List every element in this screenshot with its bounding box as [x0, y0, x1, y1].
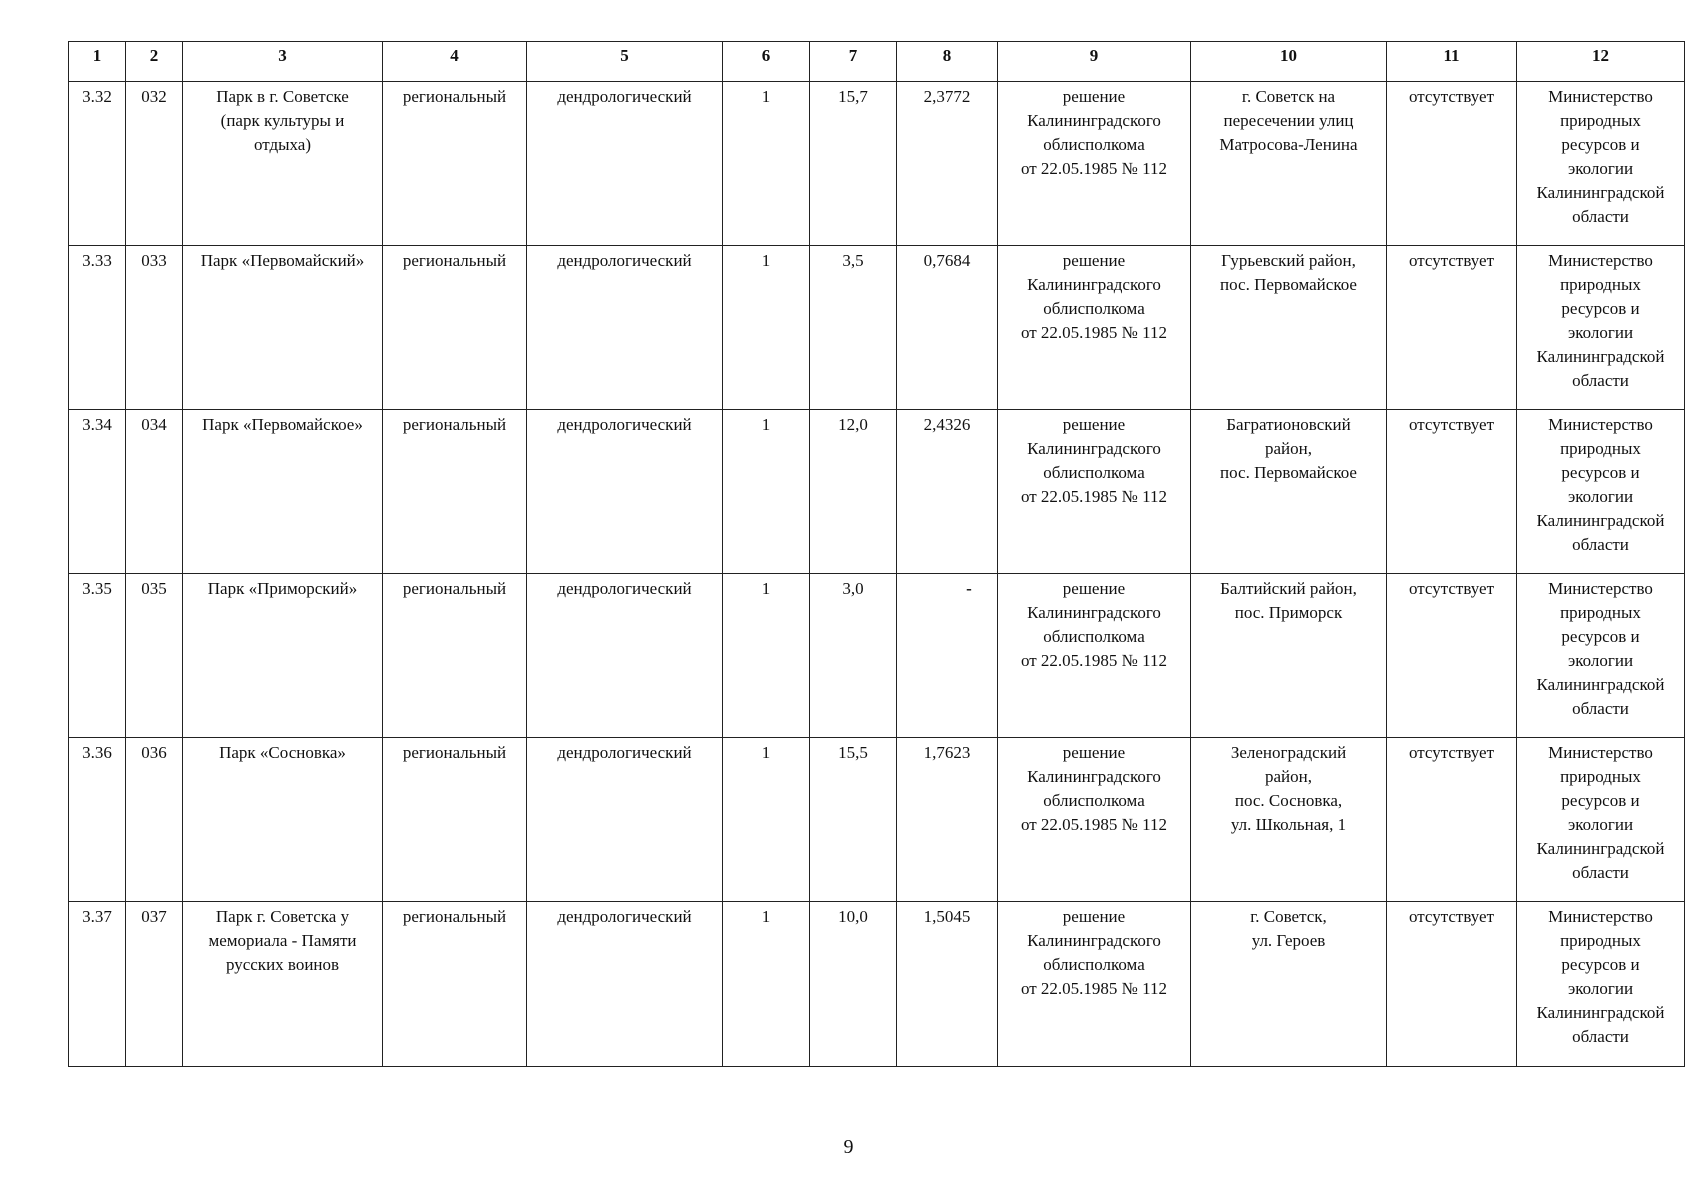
cell-document-line: облисполкома [1043, 299, 1145, 318]
cell-protection-zone: отсутствует [1387, 738, 1517, 902]
cell-authority-line: Калининградской [1536, 839, 1665, 858]
column-header-11: 11 [1387, 42, 1517, 82]
column-header-6: 6 [723, 42, 810, 82]
table-row [69, 410, 1685, 574]
cell-authority-line: области [1572, 535, 1629, 554]
cell-name-line: Парк «Первомайское» [202, 415, 363, 434]
cell-authority-line: экологии [1567, 651, 1634, 670]
cell-name [183, 574, 383, 738]
cell-cluster: 1 [723, 738, 810, 902]
cell-authority-line: экологии [1567, 159, 1634, 178]
cell-area-protected: 0,7684 [897, 246, 998, 410]
column-header-3: 3 [183, 42, 383, 82]
cell-document-line: Калининградского [1027, 767, 1161, 786]
cell-number: 3.37 [69, 902, 126, 1067]
cell-name-line: (парк культуры и [220, 111, 345, 130]
cell-name [183, 902, 383, 1067]
column-header-8: 8 [897, 42, 998, 82]
cell-name-line: мемориала - Памяти [208, 931, 357, 950]
cell-profile: дендрологический [527, 246, 723, 410]
cell-location-line: Зеленоградский [1230, 743, 1347, 762]
cell-location-line: район, [1265, 767, 1312, 786]
cell-authority-line: природных [1560, 439, 1641, 458]
cell-significance: региональный [383, 410, 527, 574]
cell-document-line: от 22.05.1985 № 112 [1020, 323, 1168, 342]
cell-location-line: г. Советск, [1250, 907, 1327, 926]
table-row [69, 82, 1685, 246]
cell-authority-line: области [1572, 863, 1629, 882]
cell-location-line: пересечении улиц [1223, 111, 1354, 130]
column-header-12: 12 [1517, 42, 1685, 82]
cell-cluster: 1 [723, 82, 810, 246]
cell-document-line: решение [1062, 251, 1126, 270]
cell-code: 037 [126, 902, 183, 1067]
cell-authority-line: природных [1560, 767, 1641, 786]
cell-authority-line: экологии [1567, 979, 1634, 998]
cell-authority-line: Калининградской [1536, 347, 1665, 366]
cell-authority-line: природных [1560, 603, 1641, 622]
cell-location-line: г. Советск на [1241, 87, 1336, 106]
cell-location-line: район, [1265, 439, 1312, 458]
cell-document-line: Калининградского [1027, 439, 1161, 458]
cell-location-line: Багратионовский [1226, 415, 1351, 434]
cell-document-line: решение [1062, 87, 1126, 106]
cell-location-line: ул. Школьная, 1 [1230, 815, 1347, 834]
cell-profile: дендрологический [527, 574, 723, 738]
cell-protection-zone: отсутствует [1387, 246, 1517, 410]
cell-code: 033 [126, 246, 183, 410]
table-body [69, 82, 1685, 1067]
cell-name-line: Парк г. Советска у [215, 907, 350, 926]
cell-number: 3.35 [69, 574, 126, 738]
cell-authority-line: Министерство [1548, 251, 1653, 270]
cell-location [1191, 82, 1387, 246]
cell-authority-line: ресурсов и [1561, 955, 1640, 974]
cell-cluster: 1 [723, 410, 810, 574]
cell-authority-line: природных [1560, 275, 1641, 294]
cell-profile: дендрологический [527, 738, 723, 902]
cell-authority-line: Калининградской [1536, 1003, 1665, 1022]
cell-number: 3.36 [69, 738, 126, 902]
cell-location-line: пос. Приморск [1234, 603, 1343, 622]
cell-area-protected: 1,5045 [897, 902, 998, 1067]
cell-document-line: облисполкома [1043, 791, 1145, 810]
column-header-2: 2 [126, 42, 183, 82]
cell-area-protected: 1,7623 [897, 738, 998, 902]
cell-location [1191, 574, 1387, 738]
column-header-9: 9 [998, 42, 1191, 82]
cell-authority-line: Министерство [1548, 579, 1653, 598]
cell-name-line: Парк «Приморский» [207, 579, 358, 598]
cell-document-line: от 22.05.1985 № 112 [1020, 159, 1168, 178]
cell-number: 3.32 [69, 82, 126, 246]
cell-area-protected: - [897, 574, 998, 738]
cell-area-total: 3,0 [810, 574, 897, 738]
cell-authority-line: природных [1560, 111, 1641, 130]
cell-location-line: ул. Героев [1251, 931, 1326, 950]
cell-name-line: русских воинов [225, 955, 340, 974]
column-header-1: 1 [69, 42, 126, 82]
cell-authority-line: ресурсов и [1561, 627, 1640, 646]
cell-significance: региональный [383, 574, 527, 738]
cell-number: 3.34 [69, 410, 126, 574]
cell-location [1191, 410, 1387, 574]
cell-name [183, 246, 383, 410]
cell-name [183, 738, 383, 902]
cell-location [1191, 738, 1387, 902]
cell-code: 032 [126, 82, 183, 246]
cell-authority-line: ресурсов и [1561, 135, 1640, 154]
cell-name-line: Парк в г. Советске [216, 87, 349, 106]
cell-number: 3.33 [69, 246, 126, 410]
column-header-5: 5 [527, 42, 723, 82]
table-row [69, 246, 1685, 410]
header-row [69, 42, 1685, 82]
cell-document [998, 82, 1191, 246]
cell-document [998, 738, 1191, 902]
cell-significance: региональный [383, 82, 527, 246]
cell-code: 035 [126, 574, 183, 738]
cell-authority-line: Министерство [1548, 87, 1653, 106]
cell-authority-line: Министерство [1548, 415, 1653, 434]
cell-authority-line: Калининградской [1536, 511, 1665, 530]
cell-document [998, 902, 1191, 1067]
cell-authority-line: экологии [1567, 323, 1634, 342]
cell-profile: дендрологический [527, 82, 723, 246]
cell-area-protected: 2,3772 [897, 82, 998, 246]
cell-authority-line: экологии [1567, 487, 1634, 506]
cell-location-line: Балтийский район, [1220, 579, 1357, 598]
cell-protection-zone: отсутствует [1387, 902, 1517, 1067]
cell-document-line: от 22.05.1985 № 112 [1020, 815, 1168, 834]
cell-authority-line: ресурсов и [1561, 299, 1640, 318]
cell-authority-line: Калининградской [1536, 675, 1665, 694]
cell-location-line: Матросова-Ленина [1219, 135, 1358, 154]
cell-document-line: облисполкома [1043, 135, 1145, 154]
cell-authority-line: области [1572, 699, 1629, 718]
column-header-10: 10 [1191, 42, 1387, 82]
cell-authority [1517, 738, 1685, 902]
cell-name-line: отдыха) [253, 135, 312, 154]
cell-authority-line: Министерство [1548, 743, 1653, 762]
cell-document-line: Калининградского [1027, 931, 1161, 950]
cell-document-line: решение [1062, 415, 1126, 434]
column-header-7: 7 [810, 42, 897, 82]
cell-authority [1517, 82, 1685, 246]
cell-area-total: 10,0 [810, 902, 897, 1067]
cell-area-total: 3,5 [810, 246, 897, 410]
cell-location [1191, 902, 1387, 1067]
cell-document-line: решение [1062, 743, 1126, 762]
cell-document [998, 574, 1191, 738]
cell-significance: региональный [383, 738, 527, 902]
cell-area-total: 15,5 [810, 738, 897, 902]
cell-cluster: 1 [723, 246, 810, 410]
cell-protection-zone: отсутствует [1387, 82, 1517, 246]
cell-authority-line: экологии [1567, 815, 1634, 834]
cell-area-total: 15,7 [810, 82, 897, 246]
cell-area-protected: 2,4326 [897, 410, 998, 574]
cell-authority-line: области [1572, 371, 1629, 390]
protected-areas-table [68, 41, 1685, 1067]
cell-cluster: 1 [723, 574, 810, 738]
cell-code: 036 [126, 738, 183, 902]
cell-location-line: пос. Первомайское [1220, 275, 1357, 294]
column-header-4: 4 [383, 42, 527, 82]
cell-area-total: 12,0 [810, 410, 897, 574]
cell-location-line: Гурьевский район, [1221, 251, 1356, 270]
cell-document-line: от 22.05.1985 № 112 [1020, 651, 1168, 670]
cell-code: 034 [126, 410, 183, 574]
cell-authority-line: области [1572, 207, 1629, 226]
cell-document-line: облисполкома [1043, 955, 1145, 974]
table-row [69, 738, 1685, 902]
cell-document [998, 410, 1191, 574]
cell-authority-line: области [1572, 1027, 1629, 1046]
cell-location-line: пос. Сосновка, [1234, 791, 1343, 810]
cell-protection-zone: отсутствует [1387, 410, 1517, 574]
cell-profile: дендрологический [527, 902, 723, 1067]
cell-authority-line: ресурсов и [1561, 791, 1640, 810]
cell-authority-line: природных [1560, 931, 1641, 950]
cell-location [1191, 246, 1387, 410]
cell-cluster: 1 [723, 902, 810, 1067]
cell-document-line: от 22.05.1985 № 112 [1020, 487, 1168, 506]
cell-document-line: облисполкома [1043, 627, 1145, 646]
cell-authority-line: ресурсов и [1561, 463, 1640, 482]
cell-significance: региональный [383, 902, 527, 1067]
cell-location-line: пос. Первомайское [1220, 463, 1357, 482]
cell-document-line: Калининградского [1027, 603, 1161, 622]
cell-significance: региональный [383, 246, 527, 410]
cell-document-line: решение [1062, 907, 1126, 926]
cell-authority-line: Калининградской [1536, 183, 1665, 202]
table-row [69, 574, 1685, 738]
cell-document-line: от 22.05.1985 № 112 [1020, 979, 1168, 998]
cell-name [183, 410, 383, 574]
cell-profile: дендрологический [527, 410, 723, 574]
page-number: 9 [843, 1136, 854, 1158]
cell-document-line: облисполкома [1043, 463, 1145, 482]
cell-name-line: Парк «Сосновка» [219, 743, 346, 762]
cell-authority [1517, 246, 1685, 410]
cell-document-line: решение [1062, 579, 1126, 598]
cell-protection-zone: отсутствует [1387, 574, 1517, 738]
cell-document [998, 246, 1191, 410]
cell-authority [1517, 574, 1685, 738]
cell-document-line: Калининградского [1027, 111, 1161, 130]
cell-document-line: Калининградского [1027, 275, 1161, 294]
cell-name-line: Парк «Первомайский» [200, 251, 365, 270]
cell-authority-line: Министерство [1548, 907, 1653, 926]
table-row [69, 902, 1685, 1067]
cell-authority [1517, 410, 1685, 574]
cell-authority [1517, 902, 1685, 1067]
cell-name [183, 82, 383, 246]
